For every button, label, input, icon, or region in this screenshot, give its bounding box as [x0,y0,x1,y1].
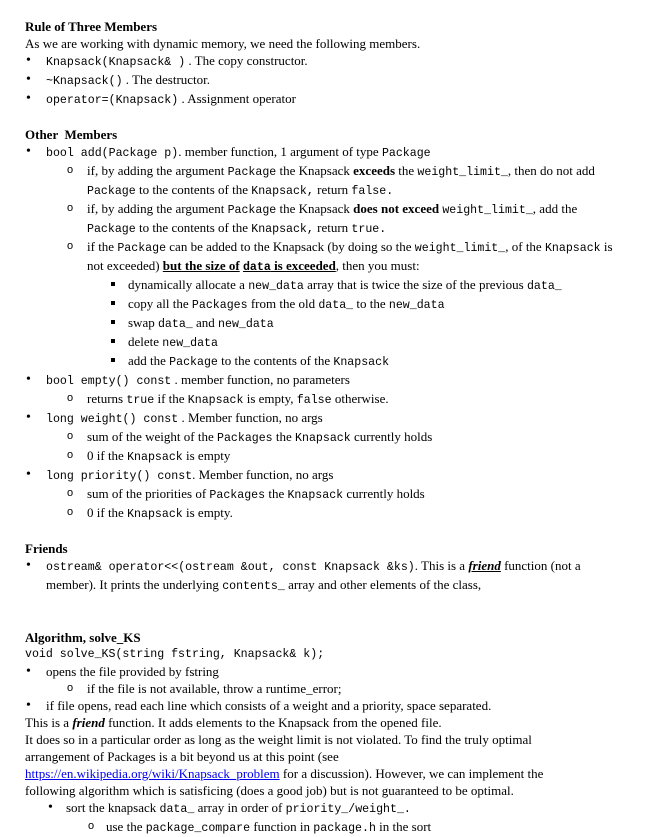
paragraph: https://en.wikipedia.org/wiki/Knapsack_problem for a discussion). However, we can implement the [25,766,544,781]
list-item: o 0 if the Knapsack is empty. [25,504,625,523]
paragraph: following algorithm which is satisficing (does a good job) but is not guaranteed to be optimal. [25,783,514,798]
list-item: • long priority() const. Member function, no args [25,466,625,485]
list-item: • if file opens, read each line which consists of a weight and a priority, space separated. [25,697,625,714]
list-item: delete new_data [25,333,625,352]
list-item: add the Package to the contents of the Knapsack [25,352,625,371]
paragraph: It does so in a particular order as long as the weight limit is not violated. To find the truly optimal [25,732,532,747]
rule-of-three-intro: As we are working with dynamic memory, we need the following members. [25,36,421,51]
paragraph: This is a friend function. It adds elements to the Knapsack from the opened file. [25,715,442,730]
list-item: o returns true if the Knapsack is empty, false otherwise. [25,390,625,409]
paragraph: arrangement of Packages is a bit beyond us at this point (see [25,749,339,764]
list-item: dynamically allocate a new_data array that is twice the size of the previous data_ [25,276,625,295]
list-item: o sum of the priorities of Packages the Knapsack currently holds [25,485,625,504]
list-item: copy all the Packages from the old data_ to the new_data [25,295,625,314]
list-item: • ~Knapsack() . The destructor. [25,71,625,90]
list-item: • operator=(Knapsack) . Assignment operator [25,90,625,109]
document [25,18,625,837]
algorithm-heading: Algorithm, solve_KS [25,630,141,645]
friends-heading: Friends [25,541,68,556]
list-item: • long weight() const . Member function, no args [25,409,625,428]
algorithm-signature: void solve_KS(string fstring, Knapsack& k); [25,648,325,661]
list-item: o use the package_compare function in package.h in the sort [25,818,625,837]
other-members-heading: Other Members [25,127,118,142]
list-item: • bool add(Package p). member function, 1 argument of type Package [25,143,625,162]
list-item: o if, by adding the argument Package the Knapsack does not exceed weight_limit_, add the Package to the contents of the Knapsack, return true. [25,200,625,238]
list-item: • sort the knapsack data_ array in order of priority_/weight_. [25,799,625,818]
list-item: swap data_ and new_data [25,314,625,333]
list-item: • bool empty() const . member function, no parameters [25,371,625,390]
list-item: o sum of the weight of the Packages the Knapsack currently holds [25,428,625,447]
list-item: • Knapsack(Knapsack& ) . The copy constructor. [25,52,625,71]
list-item: o if, by adding the argument Package the Knapsack exceeds the weight_limit_, then do not add Package to the contents of the Knapsack, return false. [25,162,625,200]
list-item: • opens the file provided by fstring [25,663,625,680]
list-item: o if the file is not available, throw a runtime_error; [25,680,625,697]
list-item: o if the Package can be added to the Knapsack (by doing so the weight_limit_, of the Knapsack is not exceeded) but the size of data is exceeded, then you must: [25,238,625,276]
rule-of-three-heading: Rule of Three Members [25,19,158,34]
wikipedia-link[interactable]: https://en.wikipedia.org/wiki/Knapsack_problem [25,766,280,781]
list-item: o 0 if the Knapsack is empty [25,447,625,466]
list-item: • ostream& operator<<(ostream &out, const Knapsack &ks). This is a friend function (not a member). It prints the underlying contents_ array and other elements of the class, [25,557,625,595]
